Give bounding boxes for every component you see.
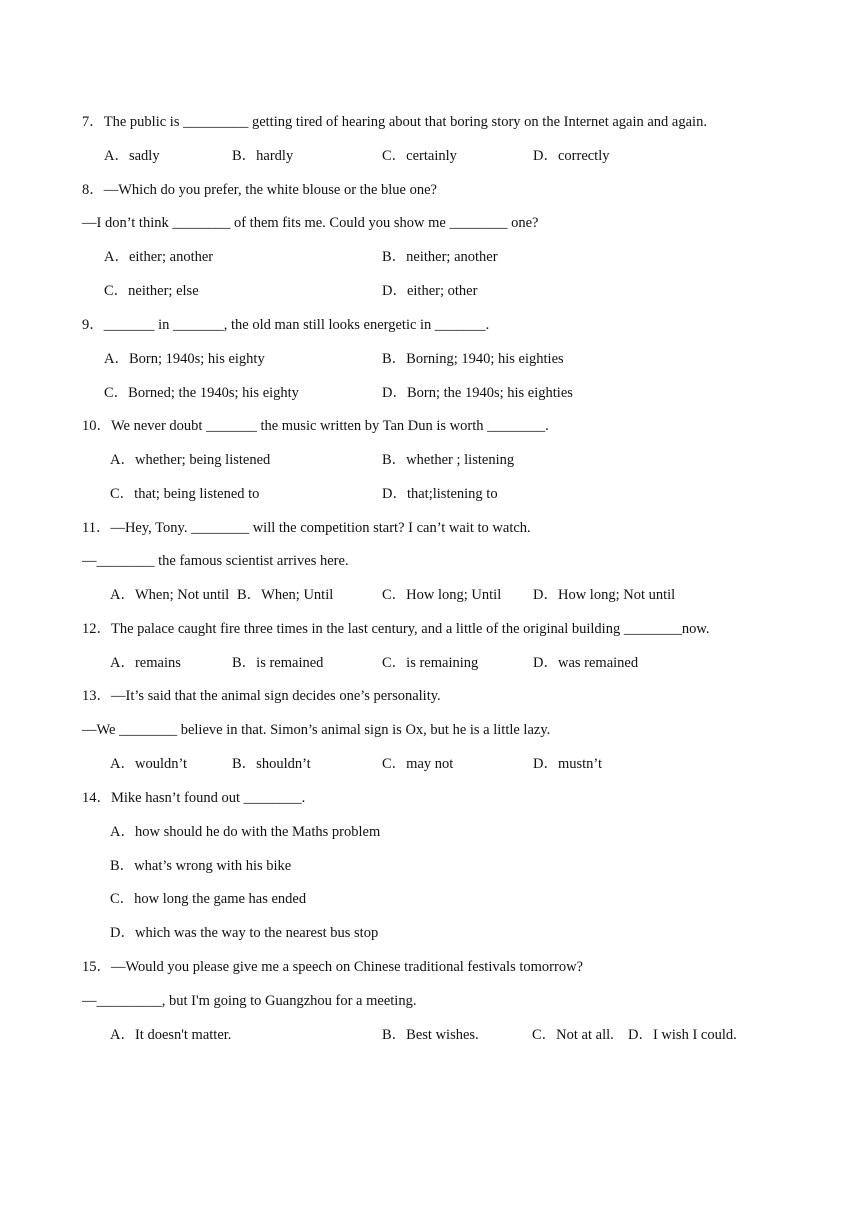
question-12-option-c: C．is remaining [382,655,479,671]
question-10-stem: 10．We never doubt _______ the music written by Tan Dun is worth ________. [82,418,549,434]
question-11-option-b: B．When; Until [237,587,334,603]
question-13-option-d: D．mustn’t [533,756,603,772]
question-10-option-c: C．that; being listened to [110,486,260,502]
question-13-option-c: C．may not [382,756,454,772]
question-13-option-a: A．wouldn’t [110,756,188,772]
question-7-option-a: A．sadly [104,148,160,164]
question-14-option-d: D．which was the way to the nearest bus stop [110,925,379,941]
question-9-option-a: A．Born; 1940s; his eighty [104,351,265,367]
question-12-option-d: D．was remained [533,655,639,671]
question-9-option-b: B．Borning; 1940; his eighties [382,351,564,367]
question-7-stem: 7．The public is _________ getting tired of hearing about that boring story on the Internet again and again. [82,114,707,130]
question-15-option-d: D．I wish I could. [628,1027,737,1043]
question-14-option-b: B．what’s wrong with his bike [110,858,292,874]
question-7-option-b: B．hardly [232,148,294,164]
question-11-option-c: C．How long; Until [382,587,502,603]
question-12-stem: 12．The palace caught fire three times in the last century, and a little of the original building ________now. [82,621,710,637]
question-10-option-d: D．that;listening to [382,486,498,502]
question-12-option-b: B．is remained [232,655,324,671]
question-15-option-a: A．It doesn't matter. [110,1027,232,1043]
question-11-reply: —________ the famous scientist arrives here. [82,553,349,569]
question-13-stem: 13．—It’s said that the animal sign decides one’s personality. [82,688,441,704]
question-12-option-a: A．remains [110,655,181,671]
question-11-option-d: D．How long; Not until [533,587,676,603]
question-13-option-b: B．shouldn’t [232,756,311,772]
question-8-option-c: C．neither; else [104,283,199,299]
question-8-stem: 8．—Which do you prefer, the white blouse or the blue one? [82,182,437,198]
question-14-stem: 14．Mike hasn’t found out ________. [82,790,306,806]
question-7-option-c: C．certainly [382,148,457,164]
question-11-stem: 11．—Hey, Tony. ________ will the competition start? I can’t wait to watch. [82,520,531,536]
question-9-option-d: D．Born; the 1940s; his eighties [382,385,573,401]
question-15-option-b: B．Best wishes. [382,1027,479,1043]
question-8-option-d: D．either; other [382,283,478,299]
question-13-reply: —We ________ believe in that. Simon’s animal sign is Ox, but he is a little lazy. [82,722,551,738]
question-9-option-c: C．Borned; the 1940s; his eighty [104,385,299,401]
question-8-option-a: A．either; another [104,249,214,265]
question-15-option-c: C．Not at all. [532,1027,614,1043]
question-8-reply: —I don’t think ________ of them fits me. Could you show me ________ one? [82,215,539,231]
question-14-option-a: A．how should he do with the Maths problem [110,824,381,840]
question-8-option-b: B．neither; another [382,249,498,265]
question-10-option-b: B．whether ; listening [382,452,515,468]
question-10-option-a: A．whether; being listened [110,452,271,468]
question-11-option-a: A．When; Not until [110,587,230,603]
question-14-option-c: C．how long the game has ended [110,891,307,907]
question-15-reply: —_________, but I'm going to Guangzhou for a meeting. [82,993,417,1009]
question-15-stem: 15．—Would you please give me a speech on Chinese traditional festivals tomorrow? [82,959,583,975]
question-7-option-d: D．correctly [533,148,610,164]
question-9-stem: 9．_______ in _______, the old man still looks energetic in _______. [82,317,490,333]
